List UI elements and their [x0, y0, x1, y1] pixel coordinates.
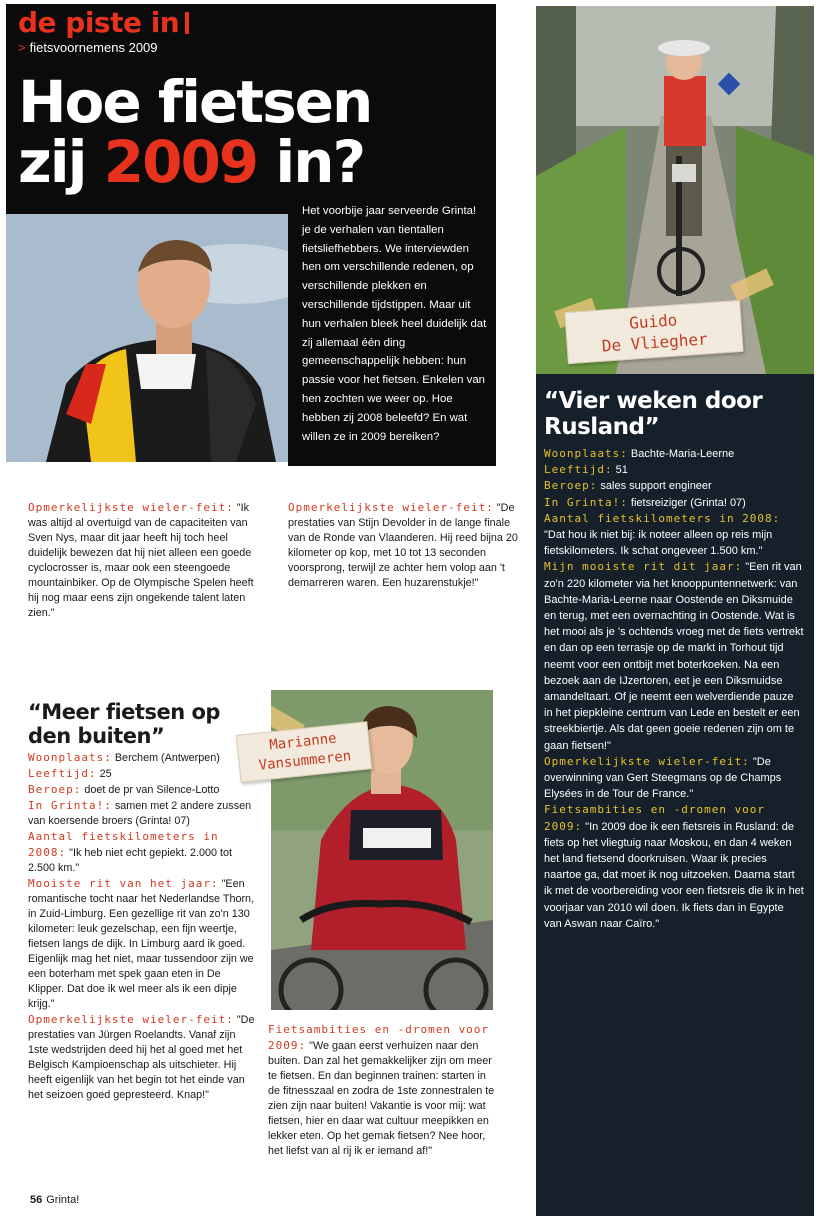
- field-label: Leeftijd:: [544, 463, 613, 477]
- profile-marianne: [28, 700, 256, 1103]
- title-line-2: [18, 128, 371, 196]
- title-in: in?: [275, 128, 365, 196]
- field-value: "Dat hou ik niet bij: ik noteer alleen op reis mijn fietskilometers. Ik schat ongeveer 1.500 km.": [544, 529, 773, 558]
- field-ambities: [544, 802, 804, 932]
- field-label: Mijn mooiste rit dit jaar:: [544, 560, 743, 574]
- page-footer: [30, 1194, 79, 1206]
- section-kicker: [18, 6, 189, 39]
- page-number: 56: [30, 1194, 43, 1206]
- field-beroep: [28, 782, 256, 798]
- field-label: Fietsambities en -dromen voor 2009:: [268, 1023, 490, 1052]
- title-year: 2009: [103, 128, 258, 196]
- field-fietskilometers: [544, 511, 804, 560]
- field-mooiste-rit: [544, 559, 804, 753]
- subkicker-text: fietsvoornemens 2009: [29, 40, 158, 55]
- field-wielerfeit: [28, 1012, 256, 1103]
- field-value: Bachte-Maria-Leerne: [627, 448, 735, 460]
- field-leeftijd: [544, 462, 804, 478]
- quote-right: [288, 500, 518, 591]
- photo-cyclist-portrait: [6, 214, 288, 462]
- name-tag-line-1: Marianne: [268, 730, 338, 754]
- marianne-ambities: [268, 1022, 496, 1159]
- header-block: [6, 4, 496, 214]
- title-line-1: Hoe fietsen: [18, 68, 372, 136]
- field-value: "Een rit van zo'n 220 kilometer via het knooppuntennetwerk: van Bachte-Maria-Leerne naar Oostende en Diksmuide en terug, met een overnachting in Oostende. Wat is het mooi als je 's ochtends vroeg met de fiets vertrekt en dan op een terrasje op de markt in Torhout tijd neemt voor een ontbijt met boterkoeken. Na een bezoek aan de IJzertoren, eet je een Diksmuidse amandeltaart. Of je neemt een welverdiende pauze in het piepkleine centrum van Lede en bestelt er een streekbiertje. Als dat geen goeie redenen zijn om te gaan fietsen!": [544, 561, 804, 752]
- field-label: In Grinta!:: [544, 495, 628, 509]
- field-label: Beroep:: [544, 479, 598, 493]
- field-value: 25: [96, 768, 112, 780]
- field-label: Woonplaats:: [28, 751, 112, 764]
- field-value: "Een romantische tocht naar het Nederlandse Thorn, in Zuid-Limburg. Een gezellige rit van zo'n 130 kilometer: leuk gezelschap, een fijn weertje, fietsen langs de dijk. In Limburg aard ik goed. Eigenlijk mag het niet, maar tussendoor zijn we een boterham met spek gaan eten in De Klipper. Dat doe ik wel meer als ik een dipje krijg.": [28, 878, 255, 1010]
- field-wielerfeit: [544, 754, 804, 803]
- photo-guido-cycling: [536, 6, 814, 374]
- field-value: "We gaan eerst verhuizen naar den buiten. Dan zal het gemakkelijker zijn om meer te fietsen. En dan beginnen trainen: starten in de fitnesszaal en zodra de 1ste zonnestralen te zien zijn naar buiten! Vakantie is voor mij: wat fietsen, hier en daar wat cultuur meepikken en lekker eten. Op het gemak fietsen? Nee hoor, het liefst van al rij ik er iemand af!": [268, 1040, 495, 1157]
- field-value: sales support engineer: [597, 480, 712, 493]
- field-value: "De overwinning van Gert Steegmans op de Champs Elysées in de Tour de France.": [544, 755, 782, 801]
- field-value: "In 2009 doe ik een fietsreis in Rusland: de fiets op het vliegtuig naar Moskou, en dan 4 weken het land fietsend doorkruisen. Waar ik precies naartoe ga, dat moet ik nog uitzoeken. Daarna start ik met de voorbereiding voor een fietsreis die ik in het voorjaar van 2010 wil doen. Ik fiets dan in Egypte van Aswan naar Caïro.": [544, 820, 804, 930]
- section-subkicker: [18, 40, 158, 55]
- field-beroep: [544, 478, 804, 494]
- title-zij: zij: [18, 128, 86, 196]
- kicker-bar: [185, 12, 189, 34]
- field-label: Mooiste rit van het jaar:: [28, 877, 219, 890]
- field-fietskilometers: [28, 829, 256, 876]
- field-label: Aantal fietskilometers in 2008:: [544, 511, 781, 525]
- field-mooiste-rit: [28, 876, 256, 1012]
- profile-headline: “Vier weken door Rusland”: [544, 388, 763, 440]
- intro-paragraph: Het voorbije jaar serveerde Grinta! je de verhalen van tientallen fietsliefhebbers. We interviewden hen om verschillende redenen, op verschillende plekken en verschillende tijdstippen. Maar uit hun verhalen bleek heel duidelijk dat zij allemaal één ding gemeenschappelijk hebben: hun passie voor het fietsen. Enkelen van hen zochten we weer op. Hoe hebben zij 2008 beleefd? En wat willen ze in 2009 bereiken?: [302, 205, 487, 443]
- field-in-grinta: [28, 798, 256, 829]
- arrow-icon: >: [18, 40, 26, 55]
- field-label: Fietsambities en -dromen voor 2009:: [544, 803, 766, 833]
- field-value: Berchem (Antwerpen): [111, 752, 220, 764]
- quote-label: Opmerkelijkste wieler-feit:: [288, 501, 494, 514]
- field-value: "Ik heb niet echt gepiekt. 2.000 tot 2.500 km.": [28, 847, 233, 874]
- quote-text: "De prestaties van Stijn Devolder in de lange finale van de Ronde van Vlaanderen. Hij reed bijna 20 kilometer op kop, met 10 tot 13 seconden voorsprong, terwijl ze achter hem volop aan 't demarreren waren. Een huzarenstukje!": [288, 502, 518, 589]
- field-value: fietsreiziger (Grinta! 07): [627, 496, 746, 509]
- field-value: "De prestaties van Jürgen Roelandts. Vanaf zijn 1ste wedstrijden deed hij het al goed met het Belgisch Kampioenschap als uitschieter. Hij heeft eigenlijk van het begin tot het einde van het seizoen goed gepresteerd. Knap!": [28, 1014, 255, 1101]
- quote-text: "Ik was altijd al overtuigd van de capaciteiten van Sven Nys, maar dit jaar heeft hij toch heel duidelijk bewezen dat hij niet alleen een goede cyclocrosser is, maar ook een steengoede mountainbiker. Op de Olympische Spelen heeft hij nog maar eens zijn ongekende talent laten zien.": [28, 502, 254, 619]
- intro-text-box: [288, 196, 496, 466]
- name-tag-line-2: De Vliegher: [601, 329, 709, 356]
- field-label: Woonplaats:: [544, 447, 628, 460]
- name-tag-line-2: Vansummeren: [257, 748, 352, 774]
- field-value: 51: [612, 464, 628, 477]
- field-value: samen met 2 andere zussen van koersende broers (Grinta! 07): [28, 800, 252, 827]
- field-leeftijd: [28, 766, 256, 782]
- field-woonplaats: [544, 446, 804, 462]
- name-tag-line-1: Guido: [628, 310, 678, 333]
- profile-guido: [536, 374, 814, 1216]
- page-title: [18, 68, 372, 196]
- cyclist-portrait-illustration: [6, 214, 288, 462]
- field-label: Opmerkelijkste wieler-feit:: [544, 754, 750, 768]
- field-label: Leeftijd:: [28, 767, 97, 780]
- field-woonplaats: [28, 750, 256, 766]
- field-label: Aantal fietskilometers in 2008:: [28, 830, 219, 859]
- field-label: Opmerkelijkste wieler-feit:: [28, 1013, 234, 1026]
- profile-headline: “Meer fietsen op den buiten”: [28, 700, 220, 748]
- quote-label: Opmerkelijkste wieler-feit:: [28, 501, 234, 514]
- field-label: Beroep:: [28, 783, 82, 796]
- field-in-grinta: [544, 495, 804, 511]
- quote-left: [28, 500, 264, 621]
- footer-brand: Grinta!: [46, 1194, 80, 1206]
- field-value: doet de pr van Silence-Lotto: [81, 784, 220, 796]
- field-label: In Grinta!:: [28, 799, 112, 812]
- kicker-text: de piste in: [18, 6, 180, 39]
